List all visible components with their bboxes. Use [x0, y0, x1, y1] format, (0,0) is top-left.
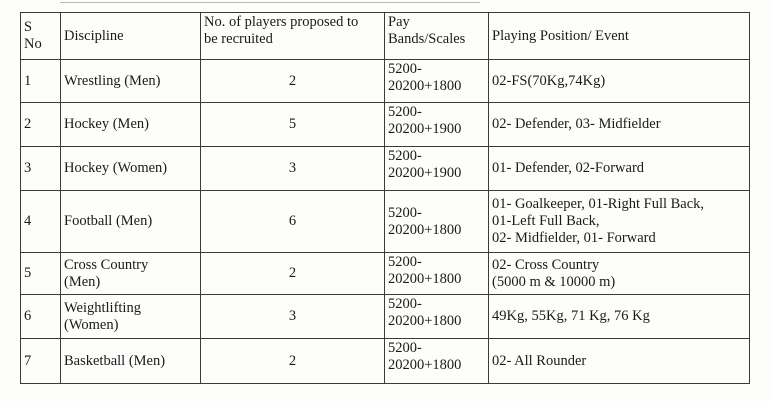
table-row: [21, 253, 750, 295]
cell-players: 3: [201, 295, 385, 339]
cell-pay: 5200- 20200+1800: [385, 60, 489, 103]
header-players: No. of players proposed to be recruited: [201, 13, 385, 60]
table-row: [21, 295, 750, 339]
cell-players: 3: [201, 147, 385, 191]
cell-pay: 5200- 20200+1800: [385, 253, 489, 295]
cell-pay: 5200- 20200+1800: [385, 295, 489, 339]
cell-discipline: Weightlifting (Women): [61, 295, 201, 339]
cell-discipline: Basketball (Men): [61, 339, 201, 384]
cell-position: 02-FS(70Kg,74Kg): [489, 60, 750, 103]
recruitment-table: [20, 12, 750, 384]
cell-sno: 6: [21, 295, 61, 339]
cell-discipline: Hockey (Women): [61, 147, 201, 191]
table-row: [21, 191, 750, 253]
cell-sno: 7: [21, 339, 61, 384]
cell-pay: 5200- 20200+1900: [385, 103, 489, 147]
cell-players: 2: [201, 339, 385, 384]
cell-pay: 5200- 20200+1900: [385, 147, 489, 191]
header-sno: S No: [21, 13, 61, 60]
cell-position: 02- Defender, 03- Midfielder: [489, 103, 750, 147]
cell-pay: 5200- 20200+1800: [385, 191, 489, 253]
cell-discipline: Hockey (Men): [61, 103, 201, 147]
cell-position: 49Kg, 55Kg, 71 Kg, 76 Kg: [489, 295, 750, 339]
cell-players: 2: [201, 60, 385, 103]
cell-sno: 4: [21, 191, 61, 253]
header-discipline: Discipline: [61, 13, 201, 60]
cell-discipline: Wrestling (Men): [61, 60, 201, 103]
cell-players: 5: [201, 103, 385, 147]
header-position: Playing Position/ Event: [489, 13, 750, 60]
cell-sno: 3: [21, 147, 61, 191]
cell-players: 6: [201, 191, 385, 253]
cell-pay: 5200- 20200+1800: [385, 339, 489, 384]
table-header-row: [21, 13, 750, 60]
cell-sno: 1: [21, 60, 61, 103]
cell-discipline: Cross Country (Men): [61, 253, 201, 295]
table-row: [21, 103, 750, 147]
table-row: [21, 339, 750, 384]
cell-position: 02- Cross Country (5000 m & 10000 m): [489, 253, 750, 295]
cell-position: 01- Defender, 02-Forward: [489, 147, 750, 191]
cell-sno: 5: [21, 253, 61, 295]
cell-players: 2: [201, 253, 385, 295]
cell-discipline: Football (Men): [61, 191, 201, 253]
table-row: [21, 60, 750, 103]
cell-position: 01- Goalkeeper, 01-Right Full Back, 01-Left Full Back, 02- Midfielder, 01- Forward: [489, 191, 750, 253]
cell-sno: 2: [21, 103, 61, 147]
top-divider: [60, 2, 480, 3]
table-row: [21, 147, 750, 191]
cell-position: 02- All Rounder: [489, 339, 750, 384]
header-pay: Pay Bands/Scales: [385, 13, 489, 60]
